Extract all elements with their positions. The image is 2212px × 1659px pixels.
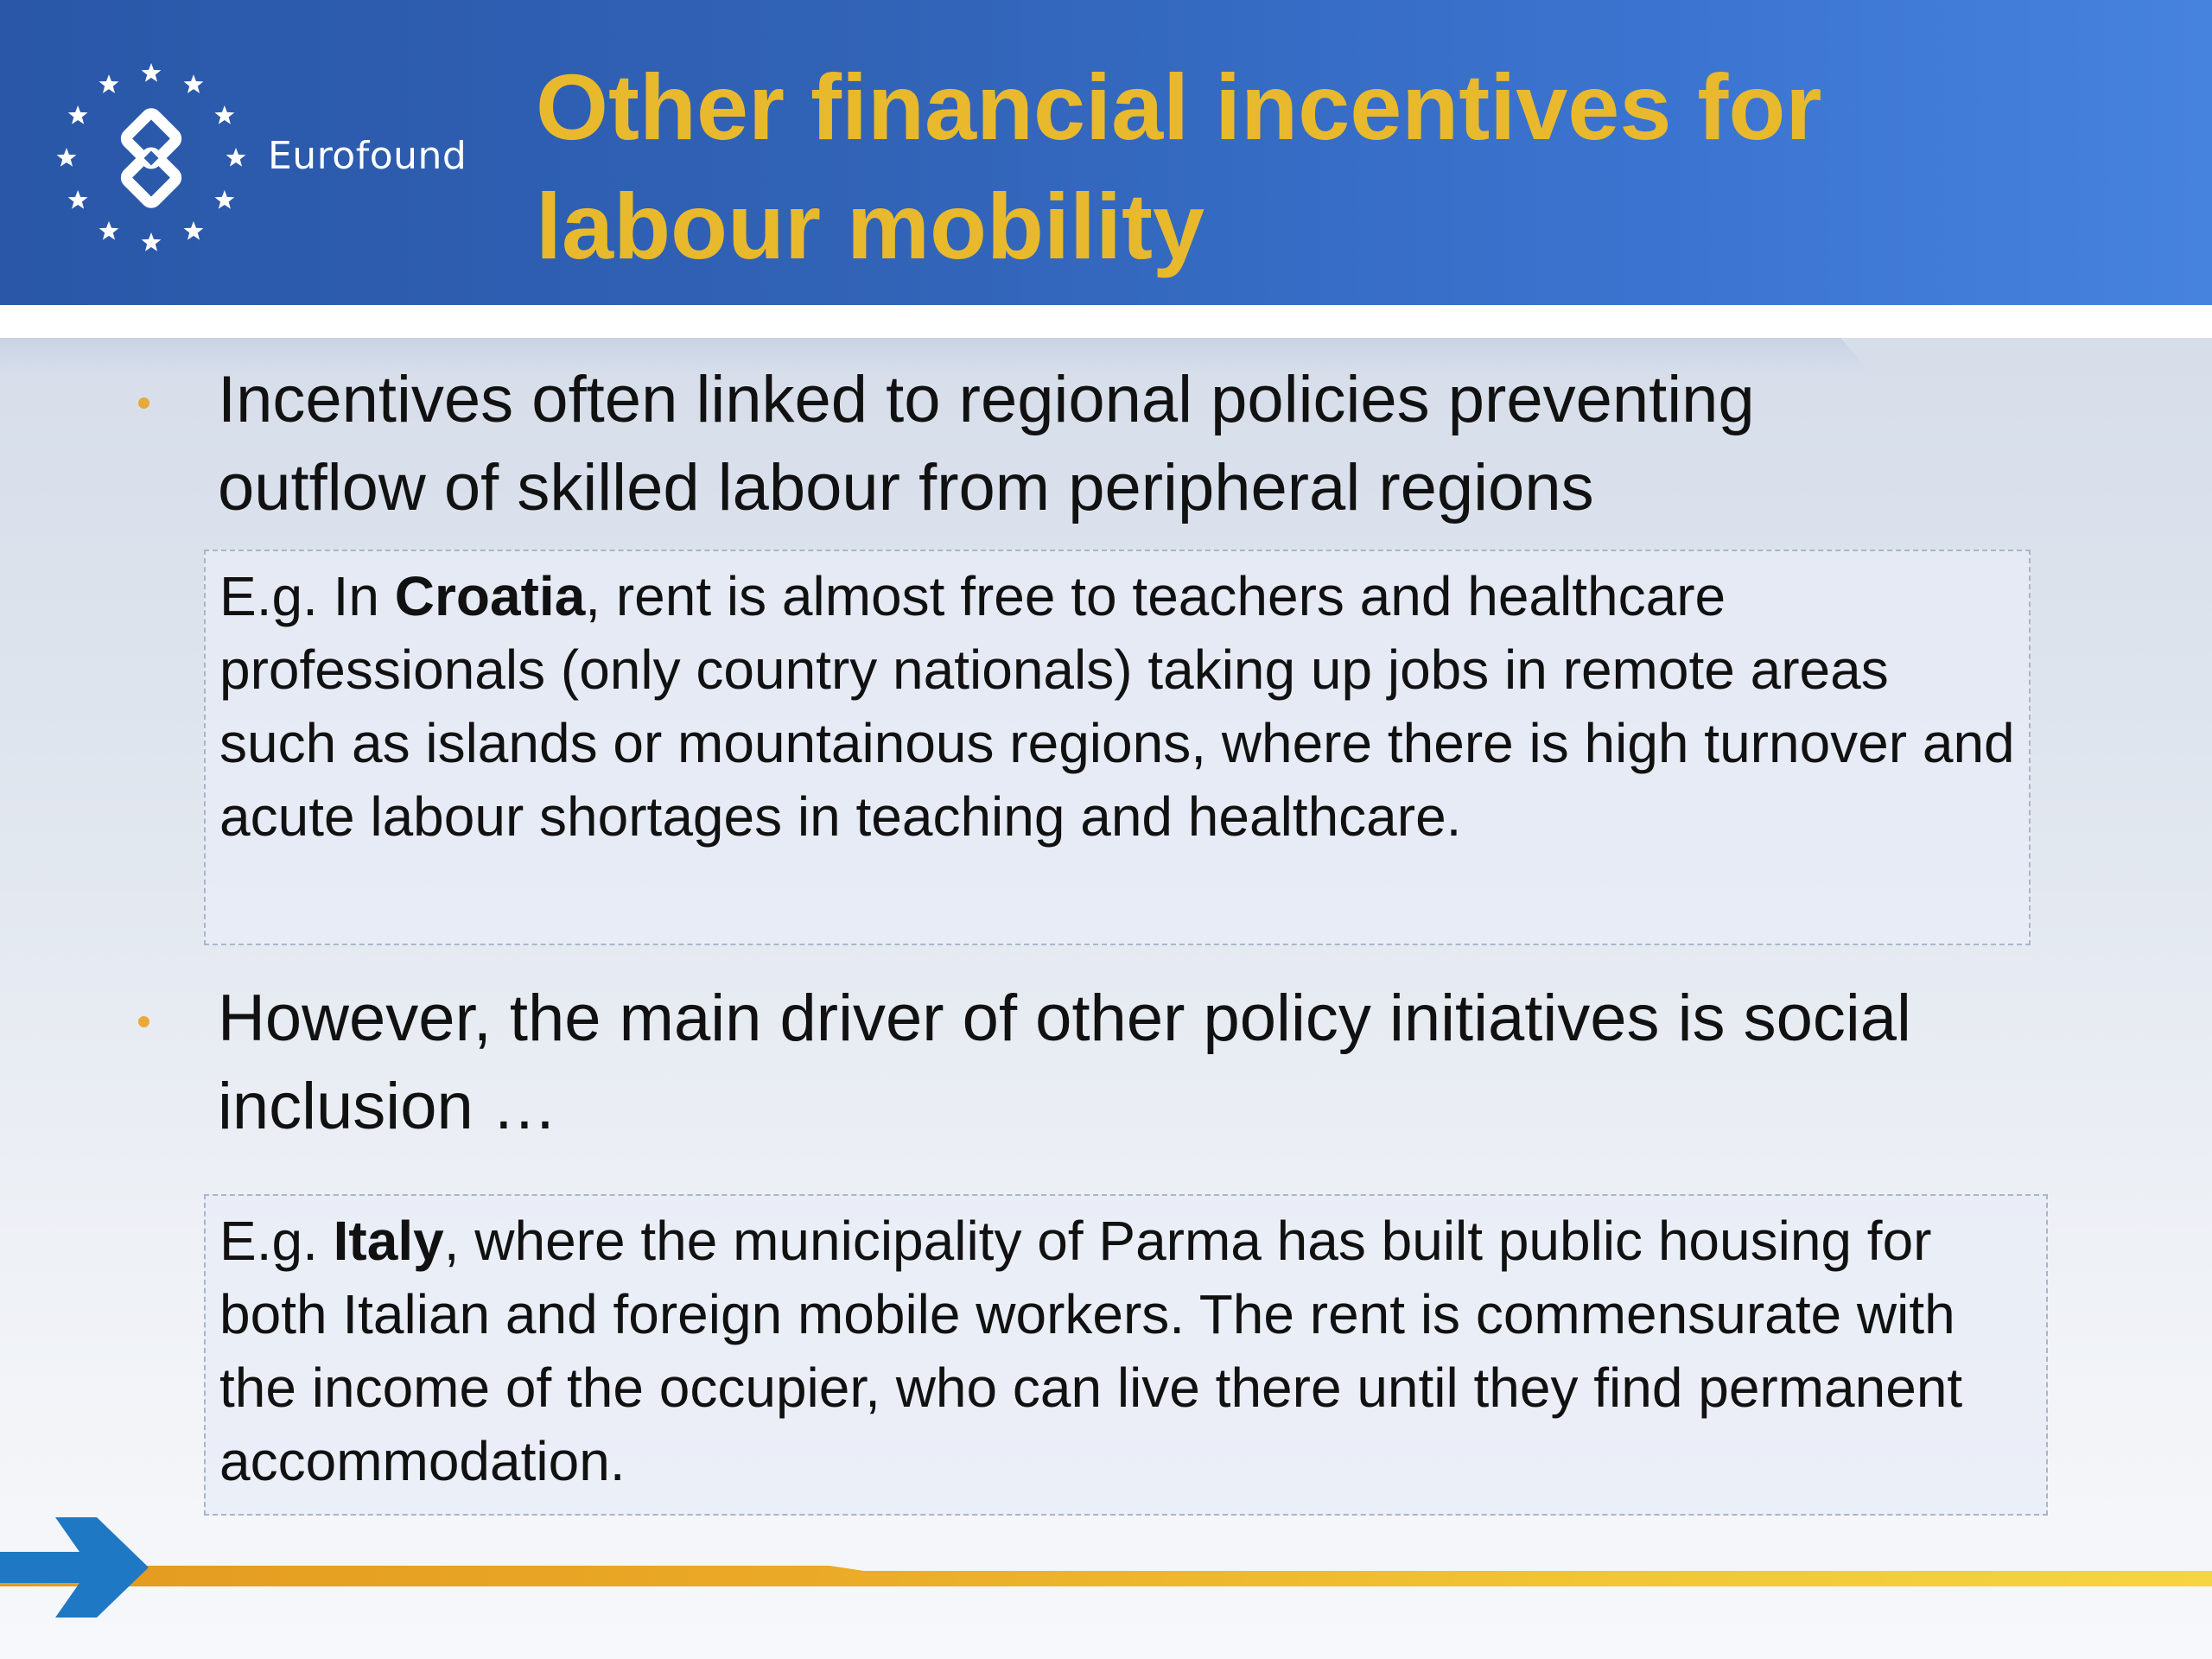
star-icon: [214, 190, 234, 209]
example-text: , rent is almost free to teachers and healthcare professionals (only country nationals) taking up jobs in remote areas such as islands or mountainous regions, where there is high turnover and acute labour shortages in teaching and healthcare.: [219, 565, 2015, 848]
brand-name: Eurofound: [268, 134, 467, 178]
bullet-item: [218, 975, 2179, 1151]
title-line-1: Other financial incentives for: [536, 54, 1822, 159]
example-box-italy: [204, 1194, 2048, 1516]
star-icon: [142, 63, 162, 82]
footer-line: [0, 1566, 2212, 1586]
star-icon: [68, 190, 88, 209]
star-icon: [214, 105, 234, 124]
bullet-line: inclusion …: [218, 1070, 557, 1143]
star-icon: [226, 148, 246, 167]
bullet-dot-icon: [138, 1016, 149, 1027]
example-country: Italy: [333, 1210, 444, 1272]
bullet-dot-icon: [138, 397, 149, 409]
example-prefix: E.g.: [219, 1210, 334, 1272]
star-icon: [99, 221, 119, 240]
star-icon: [142, 232, 162, 251]
example-prefix: E.g. In: [219, 565, 395, 627]
star-icon: [184, 221, 204, 240]
bullet-item: [218, 356, 2162, 532]
example-text: , where the municipality of Parma has built public housing for both Italian and foreign mobile workers. The rent is commensurate with the income of the occupier, who can live there until they find permanent accommodation.: [219, 1210, 1963, 1492]
star-icon: [68, 105, 88, 124]
example-country: Croatia: [394, 565, 586, 627]
star-icon: [99, 74, 119, 93]
arrow-right-icon: [0, 1517, 149, 1618]
star-icon: [57, 148, 77, 167]
title-line-2: labour mobility: [536, 174, 1205, 278]
example-box-croatia: [204, 550, 2031, 945]
eurofound-logo: [52, 59, 251, 257]
bullet-line: However, the main driver of other policy initiatives is social: [218, 982, 1911, 1055]
star-icon: [184, 74, 204, 93]
bullet-line: Incentives often linked to regional policies preventing: [218, 363, 1755, 436]
header-divider: [0, 305, 2212, 338]
page-title: [536, 48, 2177, 286]
bullet-line: outflow of skilled labour from peripheral regions: [218, 451, 1594, 524]
